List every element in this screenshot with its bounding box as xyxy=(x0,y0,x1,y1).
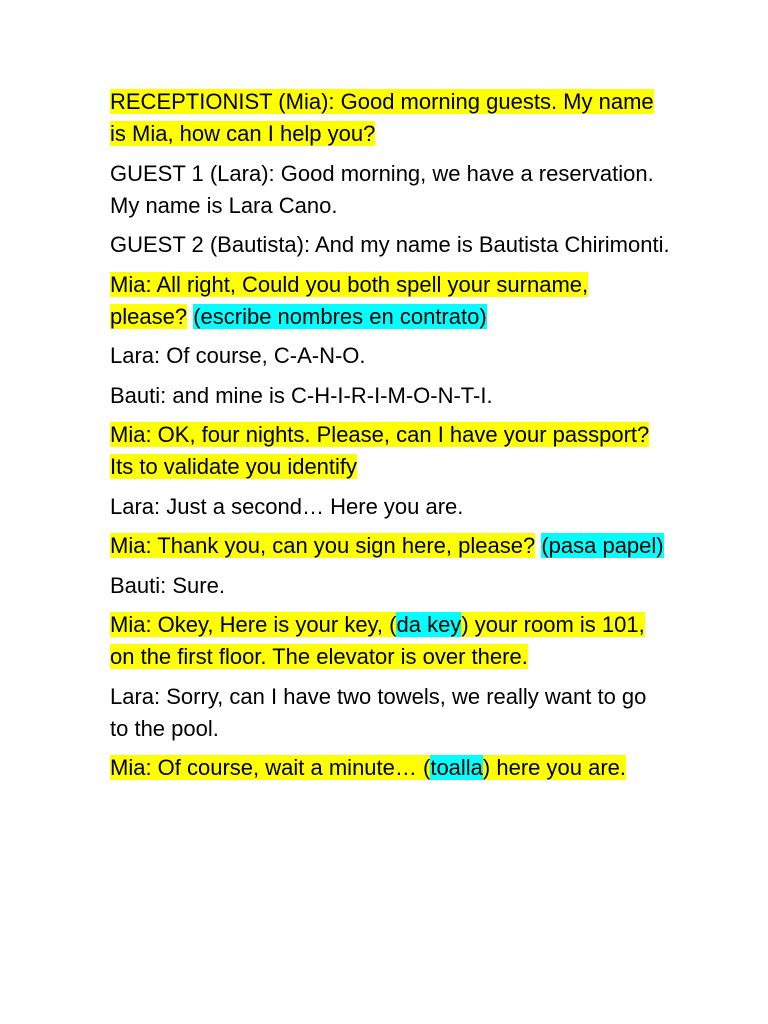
text-run: Lara: Of course, C-A-N-O. xyxy=(110,343,366,368)
text-run: Lara: Sorry, can I have two towels, we really want to go to the pool. xyxy=(110,683,647,741)
highlighted-text-yellow: Mia: Okey, Here is your key, ( xyxy=(110,612,397,637)
text-run: Bauti: Sure. xyxy=(110,572,225,598)
highlighted-text-cyan: (escribe nombres en contrato) xyxy=(193,303,487,329)
dialogue-line xyxy=(110,269,670,333)
dialogue-line xyxy=(110,86,670,150)
text-run: GUEST 1 (Lara): Good morning, we have a reservation. My name is Lara Cano. xyxy=(110,160,654,218)
highlighted-text-cyan: (pasa papel) xyxy=(541,533,664,558)
highlighted-text-yellow: RECEPTIONIST (Mia): Good morning guests. My name is Mia, how can I help you? xyxy=(110,89,654,146)
dialogue-line xyxy=(110,752,670,784)
text-run: GUEST 2 (Bautista): And my name is Bautista Chirimonti. xyxy=(110,232,670,257)
dialogue-line xyxy=(110,340,670,372)
dialogue-line xyxy=(110,681,670,745)
highlighted-text-yellow: Mia: Thank you, can you sign here, please? xyxy=(110,533,536,558)
highlighted-text-yellow: Mia: Of course, wait a minute… ( xyxy=(110,755,431,780)
dialogue-line xyxy=(110,609,670,673)
text-run: Lara: Just a second… Here you are. xyxy=(110,493,464,519)
highlighted-text-cyan: da key xyxy=(396,612,462,637)
highlighted-text-yellow: ) here you are. xyxy=(482,755,626,780)
dialogue-line xyxy=(110,229,670,261)
dialogue-line xyxy=(110,158,670,222)
dialogue-body xyxy=(110,86,670,792)
highlighted-text-yellow: ) your room is 101, on the first floor. The elevator is over there. xyxy=(110,612,645,669)
dialogue-line xyxy=(110,570,670,602)
dialogue-line xyxy=(110,380,670,412)
highlighted-text-yellow: Mia: OK, four nights. Please, can I have your passport? Its to validate you identify xyxy=(110,422,650,479)
dialogue-line xyxy=(110,530,670,562)
highlighted-text-cyan: toalla xyxy=(430,755,483,780)
dialogue-line xyxy=(110,491,670,523)
text-run: Bauti: and mine is C-H-I-R-I-M-O-N-T-I. xyxy=(110,382,493,408)
highlighted-text-yellow: Mia: All right, Could you both spell your surname, please? xyxy=(110,271,589,329)
dialogue-line xyxy=(110,419,670,483)
